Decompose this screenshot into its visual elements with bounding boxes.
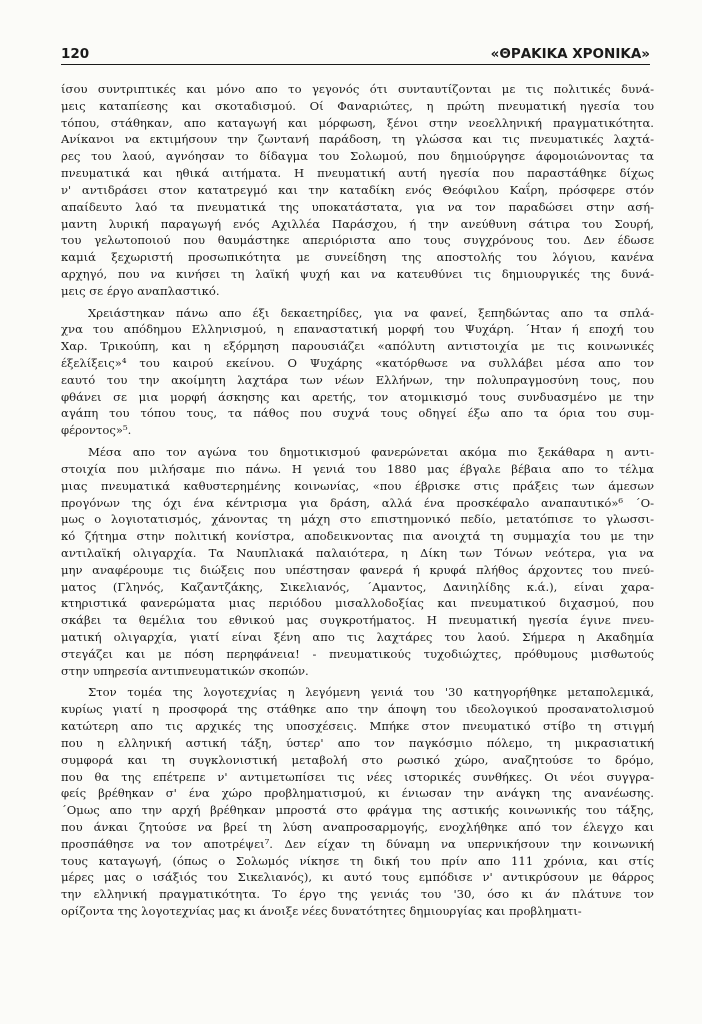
text-line: την ελληνική πραγματικότητα. Το έργο της γενιάς του '30, όσο κι άν πλάτυνε τον — [61, 887, 654, 902]
text-line: μαντη λυρική παραγωγή ενός Αχιλλέα Παράσχου, ή την ανεύθυνη σάτιρα του Σουρή, — [61, 216, 654, 231]
text-line: στην υπηρεσία αντιπνευματικών σκοπών. — [61, 663, 309, 678]
text-line: στεγάζει και με πόση περηφάνεια! - πνευματικούς τυχοδιώχτες, πρόθυμους μισθωτούς — [61, 646, 654, 661]
text-line: μεις καταπίεσης και σκοταδισμού. Οί Φαναριώτες, η πρώτη πνευματική ηγεσία του — [61, 98, 654, 113]
text-line: φθάνει σε μια μορφή άσκησης και αρετής, τον ατομικισμό τους συνδυασμένο με την — [61, 389, 654, 404]
text-line: του γελωτοποιού που θαυμάστηκε απεριόριστα απο τους συγχρόνους του. Δεν έδωσε — [61, 233, 654, 248]
text-line: ρες του λαού, αγνόησαν το δίδαγμα του Σολωμού, που δημιούργησε άφομοιώνοντας τα — [61, 149, 654, 164]
text-line: εαυτό του την ακοίμητη λαχτάρα των νέων Ελλήνων, την πολυπραγμοσύνη τους, που — [61, 372, 654, 387]
text-line: αγάπη του τόπου τους, τα πάθος που συχνά τους οδηγεί έξω απο τα όρια του συμ- — [61, 406, 654, 421]
text-line: μως ο λογιοτατισμός, χάνοντας τη μάχη στο επιστημονικό πεδίο, μετατόπισε το γλωσσι- — [61, 512, 654, 527]
text-line: Ανίκανοι να εκτιμήσουν την ζωντανή παράδοση, τη γλώσσα και τις πνευματικές λαχτά- — [61, 132, 654, 147]
text-line: που θα της επέτρεπε ν' αντιμετωπίσει τις νέες ιστορικές συνθήκες. Οι νέοι συγγρα- — [61, 769, 654, 784]
text-line: μην αναφέρουμε τις διώξεις που υπέστησαν φανερά ή κρυφά πλήθος άρχοντες του πνεύ- — [61, 562, 654, 577]
text-line: ν' αντιδράσει στον κατατρεγμό και την καταδίκη ενός Θεόφιλου Καΐρη, πρόσφερε στόν — [61, 182, 654, 197]
text-line: μιας πνευματικά καθυστερημένης κοινωνίας, «που έβρισκε στις πράξεις των άμεσων — [61, 478, 654, 493]
page-number: 120 — [61, 46, 90, 62]
text-line: στοιχία που μιλήσαμε πιο πάνω. Η γενιά του 1880 μας έβγαλε βέβαια απο το τέλμα — [61, 461, 654, 476]
paragraph — [61, 81, 654, 300]
text-line: προγόνων της όχι ένα κέντρισμα για δράση, αλλά ένα προσκέφαλο αναπαυτικό»⁶ ΄Ο- — [61, 495, 654, 510]
text-line: πνευματικά και ηθικά αιτήματα. Η πνευματική αυτή ηγεσία που παραστάθηκε δίχως — [61, 166, 654, 181]
text-line: ΄Ομως απο την αρχή βρέθηκαν μπροστά στο φράγμα της αστικής κοινωνικής του τάξης, — [61, 803, 654, 818]
text-line: ίσου συντριπτικές και μόνο απο το γεγονός ότι συνταυτίζονται με τις πολιτικές δυνά- — [61, 82, 654, 96]
text-line: έξελίξεις»⁴ του καιρού εκείνου. Ο Ψυχάρης «κατόρθωσε να συλλάβει μέσα απο τον — [61, 356, 654, 370]
text-line: μεις σε έργο αναπλαστικό. — [61, 283, 220, 298]
text-line: ματος (Γληνός, Καζαντζάκης, Σικελιανός, ΄Αμαντος, Δανιηλίδης κ.ά.), είναι χαρα- — [61, 579, 654, 594]
paragraph — [61, 684, 654, 919]
text-line: αρχηγό, που να κινήσει τη λαϊκή ψυχή και να κατευθύνει τις δημιουργικές της δυνά- — [61, 266, 654, 281]
text-line: καμιά ξεχωριστή προσωπικότητα με συνείδηση της αποστολής του λόγιου, κανένα — [61, 250, 654, 265]
text-line: που άνκαι ζητούσε να βρεί τη λύση αναπροσαρμογής, ενοχλήθηκε από τον έλεγχο και — [61, 819, 654, 834]
text-line: ματική ολιγαρχία, γιατί είναι ξένη απο τις λαχτάρες του λαού. Σήμερα η Ακαδημία — [61, 630, 654, 644]
text-line: χνα του απόδημου Ελληνισμού, η επαναστατική μορφή του Ψυχάρη. ΄Ηταν ή εποχή του — [61, 322, 654, 337]
journal-title: «ΘΡΑΚΙΚΑ ΧΡΟΝΙΚΑ» — [490, 46, 650, 62]
header-rule — [61, 64, 650, 65]
text-line: προσπάθησε να τον αποτρέψει⁷. Δεν είχαν τη δύναμη να υπερνικήσουν την κοινωνική — [61, 836, 654, 851]
paragraph — [61, 444, 654, 679]
text-line: κό ζήτημα στην πολιτική κονίστρα, αποδεικνοντας πια ανοιχτά τη συμμαχία του με την — [61, 529, 654, 544]
text-line: συμφορά και τη συγκλονιστική μεταβολή στο ρωσικό χώρο, αναζητούσε το δρόμο, — [61, 752, 654, 767]
text-line: κυρίως γιατί η προσφορά της στάθηκε απο την άποψη του ιδεολογικού προσανατολισμού — [61, 702, 654, 717]
text-line: Μέσα απο τον αγώνα του δημοτικισμού φανερώνεται ακόμα πιο ξεκάθαρα η αντι- — [88, 445, 654, 460]
text-line: μέρες μας ο ισάξιός του Σικελιανός), κι αυτό τους εμπόδισε ν' αντικρύσουν με θάρρος — [61, 870, 654, 885]
text-line: τους καταγωγή, (όπως ο Σολωμός νίκησε τη δική του πρίν απο 111 χρόνια, και στίς — [61, 853, 654, 868]
body-text — [61, 81, 654, 920]
text-line: Στον τομέα της λογοτεχνίας η λεγόμενη γενιά του '30 κατηγορήθηκε μεταπολεμικά, — [88, 685, 654, 700]
text-line: τόπου, στάθηκαν, απο καταγωγή και μόρφωση, ξένοι στην νεοελληνική πραγματικότητα. — [61, 115, 654, 130]
text-line: κτηριστικά φανερώματα μιας περιόδου μισαλλοδοξίας και πνευματικού διχασμού, που — [61, 596, 654, 611]
text-line: Χαρ. Τρικούπη, και η εξόρμηση παρουσιάζει «απόλυτη αντιστοιχία με τις κοινωνικές — [61, 339, 654, 354]
text-line: που η ελληνική αστική τάξη, ύστερ' απο τον παγκόσμιο πόλεμο, τη μικρασιατική — [61, 735, 654, 750]
text-line: φέροντος»⁵. — [61, 423, 132, 438]
text-line: κατώτερη απο τις αρχικές της υποσχέσεις. Μπήκε στον πνευματικό στίβο τη στιγμή — [61, 719, 654, 734]
text-line: απαίδευτο λαό τα πνευματικά της υποκατάστατα, για να τον παραδώσει στην ασή- — [61, 199, 654, 214]
paragraph — [61, 305, 654, 440]
text-line: Χρειάστηκαν πάνω απο έξι δεκαετηρίδες, για να φανεί, ξεπηδώντας απο τα σπλά- — [88, 305, 654, 320]
text-line: αντιλαϊκή ολιγαρχία. Τα Ναυπλιακά παλαιότερα, η Δίκη των Τόνων νεότερα, για να — [61, 545, 654, 560]
text-line: ορίζοντα της λογοτεχνίας μας κι άνοιξε νέες δυνατότητες δημιουργίας και προβληματι- — [61, 904, 582, 918]
running-header — [61, 40, 650, 62]
text-line: σκάβει τα θεμέλια του εθνικού μας συγκροτήματος. Η πνευματική ηγεσία έγινε πνευ- — [61, 613, 654, 628]
text-line: φείς βρέθηκαν σ' ένα χώρο προβληματισμού, κι ένιωσαν την ανάγκη της ανανέωσης. — [61, 786, 654, 801]
